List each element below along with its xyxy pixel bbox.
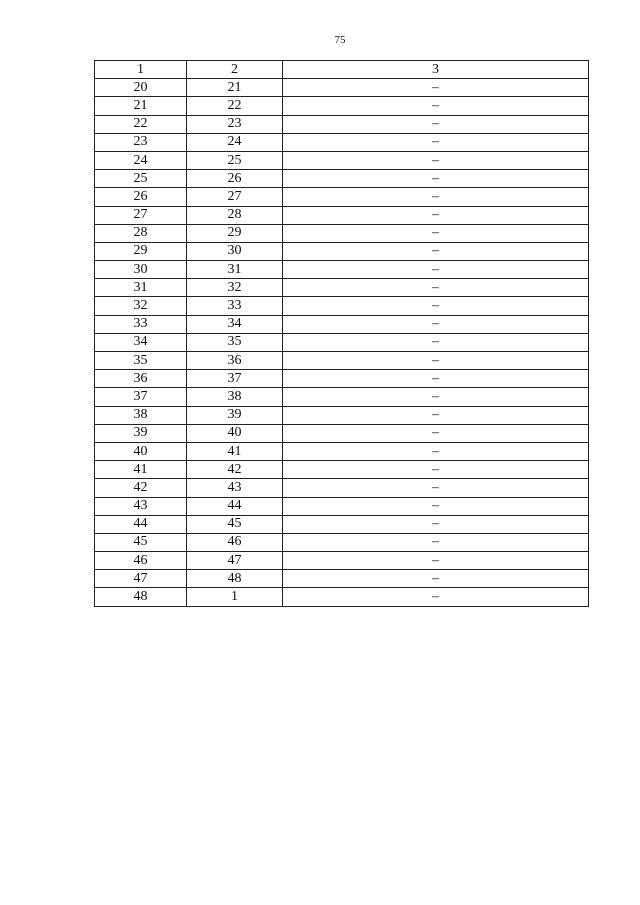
cell-col-2: 34 — [187, 315, 283, 333]
table-row — [95, 151, 589, 169]
cell-col-3: – — [283, 388, 589, 406]
table-row — [95, 133, 589, 151]
cell-col-3: – — [283, 479, 589, 497]
table-row — [95, 206, 589, 224]
cell-col-1: 40 — [95, 442, 187, 460]
table-row — [95, 461, 589, 479]
table-row — [95, 588, 589, 606]
cell-col-1: 22 — [95, 115, 187, 133]
cell-col-1: 43 — [95, 497, 187, 515]
table-row — [95, 442, 589, 460]
cell-col-2: 38 — [187, 388, 283, 406]
cell-col-2: 39 — [187, 406, 283, 424]
cell-col-2: 24 — [187, 133, 283, 151]
cell-col-1: 38 — [95, 406, 187, 424]
cell-col-2: 41 — [187, 442, 283, 460]
cell-col-1: 35 — [95, 352, 187, 370]
table-row — [95, 333, 589, 351]
table-row — [95, 188, 589, 206]
cell-col-1: 47 — [95, 570, 187, 588]
cell-col-1: 39 — [95, 424, 187, 442]
cell-col-3: – — [283, 570, 589, 588]
cell-col-1: 31 — [95, 279, 187, 297]
cell-col-1: 23 — [95, 133, 187, 151]
column-header-1: 1 — [95, 61, 187, 79]
cell-col-2: 30 — [187, 242, 283, 260]
cell-col-3: – — [283, 461, 589, 479]
cell-col-3: – — [283, 515, 589, 533]
table-row — [95, 552, 589, 570]
cell-col-2: 35 — [187, 333, 283, 351]
table-row — [95, 388, 589, 406]
cell-col-3: – — [283, 170, 589, 188]
page-number: 75 — [334, 34, 346, 46]
cell-col-3: – — [283, 151, 589, 169]
cell-col-2: 25 — [187, 151, 283, 169]
cell-col-3: – — [283, 442, 589, 460]
cell-col-1: 34 — [95, 333, 187, 351]
header-row — [95, 61, 589, 79]
cell-col-1: 48 — [95, 588, 187, 606]
cell-col-2: 22 — [187, 97, 283, 115]
cell-col-1: 45 — [95, 533, 187, 551]
cell-col-1: 25 — [95, 170, 187, 188]
cell-col-3: – — [283, 352, 589, 370]
cell-col-2: 23 — [187, 115, 283, 133]
cell-col-1: 32 — [95, 297, 187, 315]
cell-col-1: 20 — [95, 79, 187, 97]
cell-col-2: 36 — [187, 352, 283, 370]
table-row — [95, 315, 589, 333]
cell-col-2: 1 — [187, 588, 283, 606]
cell-col-1: 42 — [95, 479, 187, 497]
cell-col-2: 45 — [187, 515, 283, 533]
cell-col-2: 43 — [187, 479, 283, 497]
cell-col-2: 21 — [187, 79, 283, 97]
table-row — [95, 515, 589, 533]
table-row — [95, 242, 589, 260]
cell-col-3: – — [283, 188, 589, 206]
table-row — [95, 352, 589, 370]
cell-col-2: 47 — [187, 552, 283, 570]
cell-col-3: – — [283, 115, 589, 133]
cell-col-1: 33 — [95, 315, 187, 333]
cell-col-1: 27 — [95, 206, 187, 224]
table-row — [95, 497, 589, 515]
cell-col-3: – — [283, 497, 589, 515]
cell-col-2: 37 — [187, 370, 283, 388]
cell-col-2: 28 — [187, 206, 283, 224]
column-header-3: 3 — [283, 61, 589, 79]
table-row — [95, 406, 589, 424]
table-header — [95, 61, 589, 79]
table-body — [95, 79, 589, 606]
cell-col-1: 41 — [95, 461, 187, 479]
cell-col-3: – — [283, 133, 589, 151]
table-row — [95, 370, 589, 388]
column-header-2: 2 — [187, 61, 283, 79]
cell-col-2: 33 — [187, 297, 283, 315]
table-row — [95, 115, 589, 133]
cell-col-3: – — [283, 333, 589, 351]
cell-col-3: – — [283, 315, 589, 333]
table-row — [95, 479, 589, 497]
table-row — [95, 261, 589, 279]
cell-col-3: – — [283, 261, 589, 279]
cell-col-3: – — [283, 370, 589, 388]
cell-col-3: – — [283, 588, 589, 606]
table-row — [95, 533, 589, 551]
cell-col-3: – — [283, 206, 589, 224]
table-row — [95, 97, 589, 115]
cell-col-2: 48 — [187, 570, 283, 588]
cell-col-2: 40 — [187, 424, 283, 442]
cell-col-1: 24 — [95, 151, 187, 169]
cell-col-1: 37 — [95, 388, 187, 406]
cell-col-2: 27 — [187, 188, 283, 206]
cell-col-2: 44 — [187, 497, 283, 515]
cell-col-1: 28 — [95, 224, 187, 242]
cell-col-1: 36 — [95, 370, 187, 388]
cell-col-1: 21 — [95, 97, 187, 115]
cell-col-3: – — [283, 97, 589, 115]
cell-col-3: – — [283, 406, 589, 424]
cell-col-1: 26 — [95, 188, 187, 206]
table-row — [95, 297, 589, 315]
cell-col-2: 42 — [187, 461, 283, 479]
cell-col-3: – — [283, 242, 589, 260]
cell-col-2: 29 — [187, 224, 283, 242]
cell-col-2: 26 — [187, 170, 283, 188]
table-row — [95, 170, 589, 188]
cell-col-3: – — [283, 552, 589, 570]
cell-col-1: 46 — [95, 552, 187, 570]
cell-col-1: 30 — [95, 261, 187, 279]
cell-col-2: 32 — [187, 279, 283, 297]
table-row — [95, 79, 589, 97]
cell-col-3: – — [283, 533, 589, 551]
cell-col-2: 31 — [187, 261, 283, 279]
cell-col-3: – — [283, 79, 589, 97]
cell-col-1: 44 — [95, 515, 187, 533]
table-row — [95, 570, 589, 588]
cell-col-3: – — [283, 297, 589, 315]
data-table — [94, 60, 589, 607]
cell-col-1: 29 — [95, 242, 187, 260]
cell-col-3: – — [283, 424, 589, 442]
cell-col-2: 46 — [187, 533, 283, 551]
cell-col-3: – — [283, 279, 589, 297]
cell-col-3: – — [283, 224, 589, 242]
table-row — [95, 279, 589, 297]
table-row — [95, 424, 589, 442]
table-row — [95, 224, 589, 242]
